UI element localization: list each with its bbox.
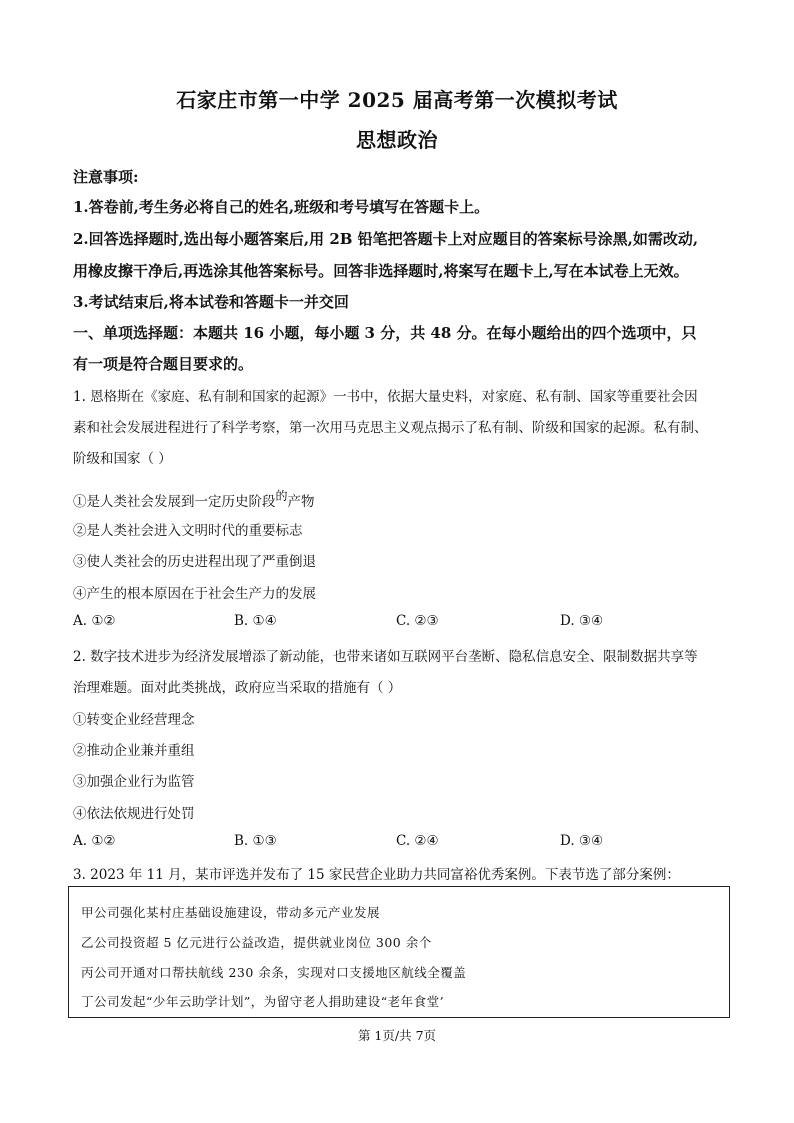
subject-title: 思想政治 — [356, 128, 438, 152]
q2-option-d[interactable]: D. ③④ — [560, 833, 604, 849]
q2-option-c[interactable]: C. ②④ — [396, 833, 439, 849]
q1-option-c[interactable]: C. ②③ — [396, 613, 439, 629]
section-heading-line-2: 有一项是符合题目要求的。 — [73, 355, 254, 373]
q1-statement-2: ②是人类社会进入文明时代的重要标志 — [73, 523, 303, 539]
q1-statement-1-end: 产物 — [287, 494, 315, 510]
q2-statement-1: ①转变企业经营理念 — [73, 712, 195, 728]
q3-case-table — [68, 886, 730, 1018]
q2-stem-line-2: 治理难题。面对此类挑战，政府应当采取的措施有（ ） — [73, 680, 402, 696]
q2-statement-2: ②推动企业兼并重组 — [73, 743, 195, 759]
q1-stem-line-2: 素和社会发展进程进行了科学考察，第一次用马克思主义观点揭示了私有制、阶级和国家的起源。私有制、 — [73, 420, 708, 436]
q3-case-row: 乙公司投资超 5 亿元进行公益改造，提供就业岗位 300 余个 — [81, 935, 432, 950]
q1-statement-1-sup: 的 — [275, 489, 288, 503]
q1-option-b[interactable]: B. ①④ — [234, 613, 277, 629]
q1-statement-1 — [73, 487, 733, 510]
q2-option-b[interactable]: B. ①③ — [234, 833, 277, 849]
notice-item-2-line-2: 用橡皮擦干净后,再选涂其他答案标号。回答非选择题时,将案写在题卡上,写在本试卷上无效。 — [73, 262, 689, 280]
q3-stem: 3. 2023 年 11 月，某市评选并发布了 15 家民营企业助力共同富裕优秀案例。下表节选了部分案例： — [73, 867, 680, 883]
notice-item-3: 3.考试结束后,将本试卷和答题卡一并交回 — [73, 293, 349, 311]
page-number: 第 1页/共 7页 — [357, 1028, 437, 1043]
q1-stem-line-1: 1. 恩格斯在《家庭、私有制和国家的起源》一书中，依据大量史料，对家庭、私有制、国家等重要社会因 — [73, 389, 698, 405]
notice-item-1: 1.答卷前,考生务必将自己的姓名,班级和考号填写在答题卡上。 — [73, 198, 490, 216]
section-heading-line-1: 一、单项选择题：本题共 16 小题，每小题 3 分，共 48 分。在每小题给出的四个选项中，只 — [73, 324, 697, 342]
q1-stem-line-3: 阶级和国家（ ） — [73, 451, 172, 467]
q2-options — [73, 833, 733, 853]
exam-title: 石家庄市第一中学 2025 届高考第一次模拟考试 — [176, 88, 618, 112]
notice-heading: 注意事项: — [73, 168, 139, 186]
q1-option-d[interactable]: D. ③④ — [560, 613, 604, 629]
q2-option-a[interactable]: A. ①② — [73, 833, 116, 849]
q2-statement-4: ④依法依规进行处罚 — [73, 806, 195, 822]
notice-item-2-line-1: 2.回答选择题时,选出每小题答案后,用 2B 铅笔把答题卡上对应题目的答案标号涂黑,如需改动, — [73, 230, 699, 248]
q3-case-row: 丙公司开通对口帮扶航线 230 余条，实现对口支援地区航线全覆盖 — [81, 965, 467, 980]
q2-statement-3: ③加强企业行为监管 — [73, 774, 195, 790]
q1-statement-4: ④产生的根本原因在于社会生产力的发展 — [73, 586, 316, 602]
q3-case-row: 丁公司发起“少年云助学计划”，为留守老人捐助建设“老年食堂’ — [81, 994, 445, 1009]
q2-stem-line-1: 2. 数字技术进步为经济发展增添了新动能，也带来诸如互联网平台垄断、隐私信息安全、限制数据共享等 — [73, 649, 698, 665]
q1-options — [73, 613, 733, 633]
q1-option-a[interactable]: A. ①② — [73, 613, 116, 629]
q1-statement-3: ③使人类社会的历史进程出现了严重倒退 — [73, 554, 316, 570]
q1-statement-1-text: ①是人类社会发展到一定历史阶段 — [73, 494, 276, 510]
q3-case-row: 甲公司强化某村庄基础设施建设，带动多元产业发展 — [81, 905, 381, 920]
